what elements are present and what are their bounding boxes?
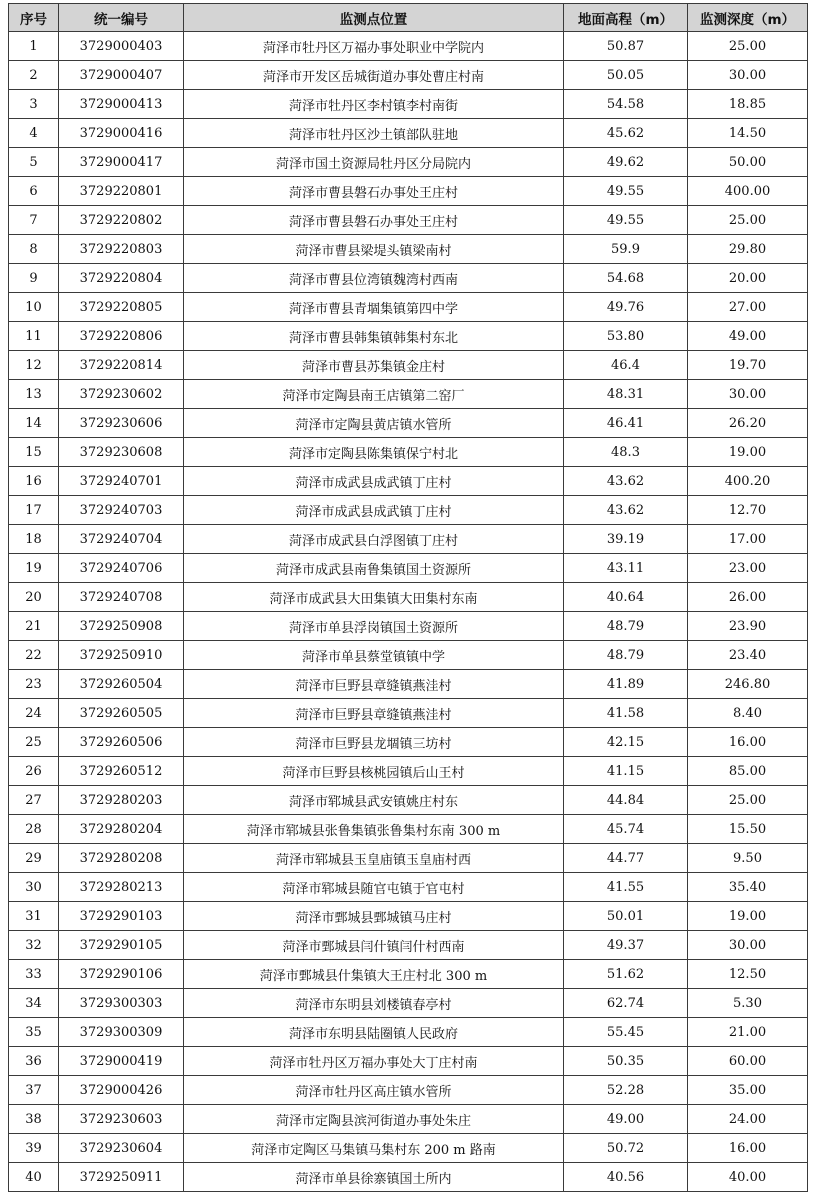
table-row xyxy=(9,380,808,409)
cell-location: 菏泽市巨野县龙堌镇三坊村 xyxy=(184,728,564,757)
cell-id: 3729250911 xyxy=(59,1163,184,1192)
table-row xyxy=(9,1076,808,1105)
cell-location: 菏泽市开发区岳城街道办事处曹庄村南 xyxy=(184,61,564,90)
cell-seq: 25 xyxy=(9,728,59,757)
cell-seq: 4 xyxy=(9,119,59,148)
cell-id: 3729230602 xyxy=(59,380,184,409)
cell-id: 3729240704 xyxy=(59,525,184,554)
cell-depth: 23.40 xyxy=(688,641,808,670)
table-row xyxy=(9,32,808,61)
cell-depth: 25.00 xyxy=(688,786,808,815)
cell-depth: 400.00 xyxy=(688,177,808,206)
cell-depth: 23.00 xyxy=(688,554,808,583)
cell-seq: 3 xyxy=(9,90,59,119)
cell-id: 3729220805 xyxy=(59,293,184,322)
cell-location: 菏泽市成武县白浮图镇丁庄村 xyxy=(184,525,564,554)
cell-seq: 33 xyxy=(9,960,59,989)
cell-id: 3729230604 xyxy=(59,1134,184,1163)
cell-id: 3729000417 xyxy=(59,148,184,177)
cell-elevation: 52.28 xyxy=(564,1076,688,1105)
cell-id: 3729220804 xyxy=(59,264,184,293)
cell-location: 菏泽市曹县位湾镇魏湾村西南 xyxy=(184,264,564,293)
cell-id: 3729230606 xyxy=(59,409,184,438)
cell-location: 菏泽市巨野县核桃园镇后山王村 xyxy=(184,757,564,786)
cell-depth: 26.00 xyxy=(688,583,808,612)
cell-elevation: 45.62 xyxy=(564,119,688,148)
cell-id: 3729260506 xyxy=(59,728,184,757)
cell-depth: 60.00 xyxy=(688,1047,808,1076)
cell-id: 3729220802 xyxy=(59,206,184,235)
cell-seq: 14 xyxy=(9,409,59,438)
cell-depth: 49.00 xyxy=(688,322,808,351)
cell-elevation: 44.77 xyxy=(564,844,688,873)
cell-depth: 400.20 xyxy=(688,467,808,496)
header-depth: 监测深度（m） xyxy=(688,4,808,32)
cell-location: 菏泽市巨野县章缝镇燕洼村 xyxy=(184,670,564,699)
cell-elevation: 50.01 xyxy=(564,902,688,931)
cell-seq: 20 xyxy=(9,583,59,612)
table-row xyxy=(9,90,808,119)
table-row xyxy=(9,264,808,293)
table-row xyxy=(9,554,808,583)
cell-elevation: 54.58 xyxy=(564,90,688,119)
cell-elevation: 49.55 xyxy=(564,206,688,235)
cell-elevation: 51.62 xyxy=(564,960,688,989)
cell-depth: 25.00 xyxy=(688,32,808,61)
cell-elevation: 49.00 xyxy=(564,1105,688,1134)
cell-depth: 27.00 xyxy=(688,293,808,322)
cell-elevation: 46.4 xyxy=(564,351,688,380)
cell-elevation: 45.74 xyxy=(564,815,688,844)
table-row xyxy=(9,931,808,960)
cell-elevation: 50.87 xyxy=(564,32,688,61)
cell-location: 菏泽市鄄城县什集镇大王庄村北 300 m xyxy=(184,960,564,989)
table-row xyxy=(9,293,808,322)
cell-location: 菏泽市定陶县滨河街道办事处朱庄 xyxy=(184,1105,564,1134)
cell-depth: 16.00 xyxy=(688,728,808,757)
cell-id: 3729250910 xyxy=(59,641,184,670)
cell-seq: 5 xyxy=(9,148,59,177)
cell-seq: 39 xyxy=(9,1134,59,1163)
cell-elevation: 48.79 xyxy=(564,641,688,670)
cell-seq: 21 xyxy=(9,612,59,641)
cell-location: 菏泽市曹县青堌集镇第四中学 xyxy=(184,293,564,322)
cell-depth: 26.20 xyxy=(688,409,808,438)
cell-elevation: 49.55 xyxy=(564,177,688,206)
cell-id: 3729220801 xyxy=(59,177,184,206)
cell-location: 菏泽市曹县磐石办事处王庄村 xyxy=(184,177,564,206)
cell-seq: 15 xyxy=(9,438,59,467)
cell-location: 菏泽市成武县成武镇丁庄村 xyxy=(184,496,564,525)
cell-id: 3729220814 xyxy=(59,351,184,380)
cell-depth: 35.40 xyxy=(688,873,808,902)
cell-seq: 1 xyxy=(9,32,59,61)
cell-seq: 9 xyxy=(9,264,59,293)
cell-id: 3729290106 xyxy=(59,960,184,989)
cell-depth: 17.00 xyxy=(688,525,808,554)
cell-location: 菏泽市东明县刘楼镇春亭村 xyxy=(184,989,564,1018)
cell-id: 3729000413 xyxy=(59,90,184,119)
table-row xyxy=(9,699,808,728)
cell-elevation: 49.62 xyxy=(564,148,688,177)
cell-seq: 35 xyxy=(9,1018,59,1047)
cell-id: 3729230608 xyxy=(59,438,184,467)
cell-depth: 85.00 xyxy=(688,757,808,786)
cell-location: 菏泽市牡丹区李村镇李村南街 xyxy=(184,90,564,119)
cell-seq: 38 xyxy=(9,1105,59,1134)
cell-location: 菏泽市牡丹区万福办事处职业中学院内 xyxy=(184,32,564,61)
table-row xyxy=(9,815,808,844)
cell-id: 3729240706 xyxy=(59,554,184,583)
cell-seq: 40 xyxy=(9,1163,59,1192)
cell-depth: 30.00 xyxy=(688,380,808,409)
cell-location: 菏泽市成武县成武镇丁庄村 xyxy=(184,467,564,496)
table-row xyxy=(9,148,808,177)
cell-location: 菏泽市曹县磐石办事处王庄村 xyxy=(184,206,564,235)
cell-elevation: 50.05 xyxy=(564,61,688,90)
table-row xyxy=(9,641,808,670)
cell-elevation: 48.3 xyxy=(564,438,688,467)
cell-depth: 5.30 xyxy=(688,989,808,1018)
cell-elevation: 39.19 xyxy=(564,525,688,554)
cell-seq: 17 xyxy=(9,496,59,525)
cell-location: 菏泽市牡丹区万福办事处大丁庄村南 xyxy=(184,1047,564,1076)
table-row xyxy=(9,1105,808,1134)
cell-id: 3729220806 xyxy=(59,322,184,351)
cell-depth: 9.50 xyxy=(688,844,808,873)
cell-id: 3729280213 xyxy=(59,873,184,902)
cell-id: 3729240708 xyxy=(59,583,184,612)
cell-location: 菏泽市曹县梁堤头镇梁南村 xyxy=(184,235,564,264)
cell-depth: 19.70 xyxy=(688,351,808,380)
cell-elevation: 44.84 xyxy=(564,786,688,815)
monitoring-points-table xyxy=(8,3,808,1192)
cell-seq: 29 xyxy=(9,844,59,873)
cell-elevation: 42.15 xyxy=(564,728,688,757)
cell-depth: 19.00 xyxy=(688,902,808,931)
cell-location: 菏泽市巨野县章缝镇燕洼村 xyxy=(184,699,564,728)
cell-location: 菏泽市东明县陆圈镇人民政府 xyxy=(184,1018,564,1047)
cell-elevation: 40.64 xyxy=(564,583,688,612)
table-row xyxy=(9,496,808,525)
table-row xyxy=(9,960,808,989)
cell-location: 菏泽市牡丹区沙土镇部队驻地 xyxy=(184,119,564,148)
table-row xyxy=(9,1163,808,1192)
cell-seq: 8 xyxy=(9,235,59,264)
cell-depth: 30.00 xyxy=(688,931,808,960)
table-row xyxy=(9,728,808,757)
cell-seq: 36 xyxy=(9,1047,59,1076)
cell-id: 3729000426 xyxy=(59,1076,184,1105)
cell-seq: 10 xyxy=(9,293,59,322)
cell-location: 菏泽市牡丹区高庄镇水管所 xyxy=(184,1076,564,1105)
header-row xyxy=(9,4,808,32)
cell-id: 3729260504 xyxy=(59,670,184,699)
cell-seq: 23 xyxy=(9,670,59,699)
table-row xyxy=(9,902,808,931)
cell-location: 菏泽市郓城县随官屯镇于官屯村 xyxy=(184,873,564,902)
table-row xyxy=(9,322,808,351)
header-id: 统一编号 xyxy=(59,4,184,32)
cell-depth: 40.00 xyxy=(688,1163,808,1192)
cell-elevation: 46.41 xyxy=(564,409,688,438)
table-header xyxy=(9,4,808,32)
cell-location: 菏泽市定陶县黄店镇水管所 xyxy=(184,409,564,438)
cell-location: 菏泽市成武县南鲁集镇国土资源所 xyxy=(184,554,564,583)
cell-elevation: 53.80 xyxy=(564,322,688,351)
cell-depth: 29.80 xyxy=(688,235,808,264)
cell-location: 菏泽市单县徐寨镇国土所内 xyxy=(184,1163,564,1192)
cell-location: 菏泽市曹县苏集镇金庄村 xyxy=(184,351,564,380)
cell-id: 3729260512 xyxy=(59,757,184,786)
cell-id: 3729240701 xyxy=(59,467,184,496)
cell-elevation: 43.62 xyxy=(564,496,688,525)
cell-depth: 18.85 xyxy=(688,90,808,119)
cell-id: 3729250908 xyxy=(59,612,184,641)
table-row xyxy=(9,612,808,641)
cell-seq: 26 xyxy=(9,757,59,786)
cell-depth: 16.00 xyxy=(688,1134,808,1163)
cell-depth: 15.50 xyxy=(688,815,808,844)
table-row xyxy=(9,525,808,554)
cell-id: 3729240703 xyxy=(59,496,184,525)
cell-elevation: 55.45 xyxy=(564,1018,688,1047)
cell-seq: 37 xyxy=(9,1076,59,1105)
cell-seq: 19 xyxy=(9,554,59,583)
cell-id: 3729300303 xyxy=(59,989,184,1018)
cell-location: 菏泽市成武县大田集镇大田集村东南 xyxy=(184,583,564,612)
table-row xyxy=(9,351,808,380)
cell-seq: 12 xyxy=(9,351,59,380)
cell-elevation: 59.9 xyxy=(564,235,688,264)
table-body xyxy=(9,32,808,1192)
table-row xyxy=(9,409,808,438)
cell-seq: 2 xyxy=(9,61,59,90)
table-row xyxy=(9,1134,808,1163)
cell-depth: 14.50 xyxy=(688,119,808,148)
cell-elevation: 48.79 xyxy=(564,612,688,641)
cell-depth: 12.70 xyxy=(688,496,808,525)
cell-id: 3729290103 xyxy=(59,902,184,931)
cell-elevation: 49.76 xyxy=(564,293,688,322)
cell-elevation: 48.31 xyxy=(564,380,688,409)
cell-id: 3729280208 xyxy=(59,844,184,873)
table-row xyxy=(9,177,808,206)
table-row xyxy=(9,467,808,496)
cell-elevation: 49.37 xyxy=(564,931,688,960)
cell-elevation: 43.62 xyxy=(564,467,688,496)
table-row xyxy=(9,1047,808,1076)
cell-depth: 21.00 xyxy=(688,1018,808,1047)
cell-depth: 23.90 xyxy=(688,612,808,641)
cell-id: 3729000419 xyxy=(59,1047,184,1076)
cell-elevation: 41.89 xyxy=(564,670,688,699)
table-row xyxy=(9,844,808,873)
cell-id: 3729230603 xyxy=(59,1105,184,1134)
cell-depth: 24.00 xyxy=(688,1105,808,1134)
table-row xyxy=(9,119,808,148)
cell-seq: 13 xyxy=(9,380,59,409)
table-row xyxy=(9,670,808,699)
cell-id: 3729000403 xyxy=(59,32,184,61)
cell-elevation: 54.68 xyxy=(564,264,688,293)
cell-id: 3729280203 xyxy=(59,786,184,815)
cell-id: 3729000416 xyxy=(59,119,184,148)
cell-location: 菏泽市国土资源局牡丹区分局院内 xyxy=(184,148,564,177)
cell-seq: 24 xyxy=(9,699,59,728)
cell-depth: 8.40 xyxy=(688,699,808,728)
cell-location: 菏泽市郓城县张鲁集镇张鲁集村东南 300 m xyxy=(184,815,564,844)
cell-seq: 28 xyxy=(9,815,59,844)
header-seq: 序号 xyxy=(9,4,59,32)
cell-location: 菏泽市郓城县武安镇姚庄村东 xyxy=(184,786,564,815)
cell-location: 菏泽市单县蔡堂镇镇中学 xyxy=(184,641,564,670)
cell-location: 菏泽市郓城县玉皇庙镇玉皇庙村西 xyxy=(184,844,564,873)
cell-elevation: 50.72 xyxy=(564,1134,688,1163)
cell-elevation: 43.11 xyxy=(564,554,688,583)
cell-location: 菏泽市定陶区马集镇马集村东 200 m 路南 xyxy=(184,1134,564,1163)
table-row xyxy=(9,206,808,235)
table-row xyxy=(9,438,808,467)
table-row xyxy=(9,235,808,264)
cell-seq: 11 xyxy=(9,322,59,351)
cell-seq: 18 xyxy=(9,525,59,554)
cell-seq: 27 xyxy=(9,786,59,815)
cell-elevation: 41.58 xyxy=(564,699,688,728)
cell-depth: 20.00 xyxy=(688,264,808,293)
cell-seq: 32 xyxy=(9,931,59,960)
cell-location: 菏泽市曹县韩集镇韩集村东北 xyxy=(184,322,564,351)
cell-location: 菏泽市定陶县陈集镇保宁村北 xyxy=(184,438,564,467)
header-location: 监测点位置 xyxy=(184,4,564,32)
header-elevation: 地面高程（m） xyxy=(564,4,688,32)
cell-elevation: 62.74 xyxy=(564,989,688,1018)
cell-depth: 19.00 xyxy=(688,438,808,467)
cell-elevation: 41.55 xyxy=(564,873,688,902)
cell-location: 菏泽市单县浮岗镇国土资源所 xyxy=(184,612,564,641)
table-row xyxy=(9,583,808,612)
table-row xyxy=(9,1018,808,1047)
cell-elevation: 40.56 xyxy=(564,1163,688,1192)
cell-depth: 246.80 xyxy=(688,670,808,699)
cell-elevation: 50.35 xyxy=(564,1047,688,1076)
cell-id: 3729260505 xyxy=(59,699,184,728)
cell-seq: 6 xyxy=(9,177,59,206)
cell-id: 3729000407 xyxy=(59,61,184,90)
cell-depth: 25.00 xyxy=(688,206,808,235)
table-row xyxy=(9,61,808,90)
table-row xyxy=(9,873,808,902)
cell-seq: 16 xyxy=(9,467,59,496)
cell-depth: 50.00 xyxy=(688,148,808,177)
table-row xyxy=(9,757,808,786)
table-row xyxy=(9,786,808,815)
cell-depth: 12.50 xyxy=(688,960,808,989)
cell-id: 3729290105 xyxy=(59,931,184,960)
cell-depth: 35.00 xyxy=(688,1076,808,1105)
table-row xyxy=(9,989,808,1018)
cell-seq: 31 xyxy=(9,902,59,931)
cell-seq: 30 xyxy=(9,873,59,902)
cell-seq: 7 xyxy=(9,206,59,235)
cell-location: 菏泽市鄄城县闫什镇闫什村西南 xyxy=(184,931,564,960)
cell-id: 3729220803 xyxy=(59,235,184,264)
cell-elevation: 41.15 xyxy=(564,757,688,786)
cell-seq: 34 xyxy=(9,989,59,1018)
cell-id: 3729280204 xyxy=(59,815,184,844)
cell-location: 菏泽市定陶县南王店镇第二窑厂 xyxy=(184,380,564,409)
cell-location: 菏泽市鄄城县鄄城镇马庄村 xyxy=(184,902,564,931)
cell-seq: 22 xyxy=(9,641,59,670)
cell-depth: 30.00 xyxy=(688,61,808,90)
cell-id: 3729300309 xyxy=(59,1018,184,1047)
